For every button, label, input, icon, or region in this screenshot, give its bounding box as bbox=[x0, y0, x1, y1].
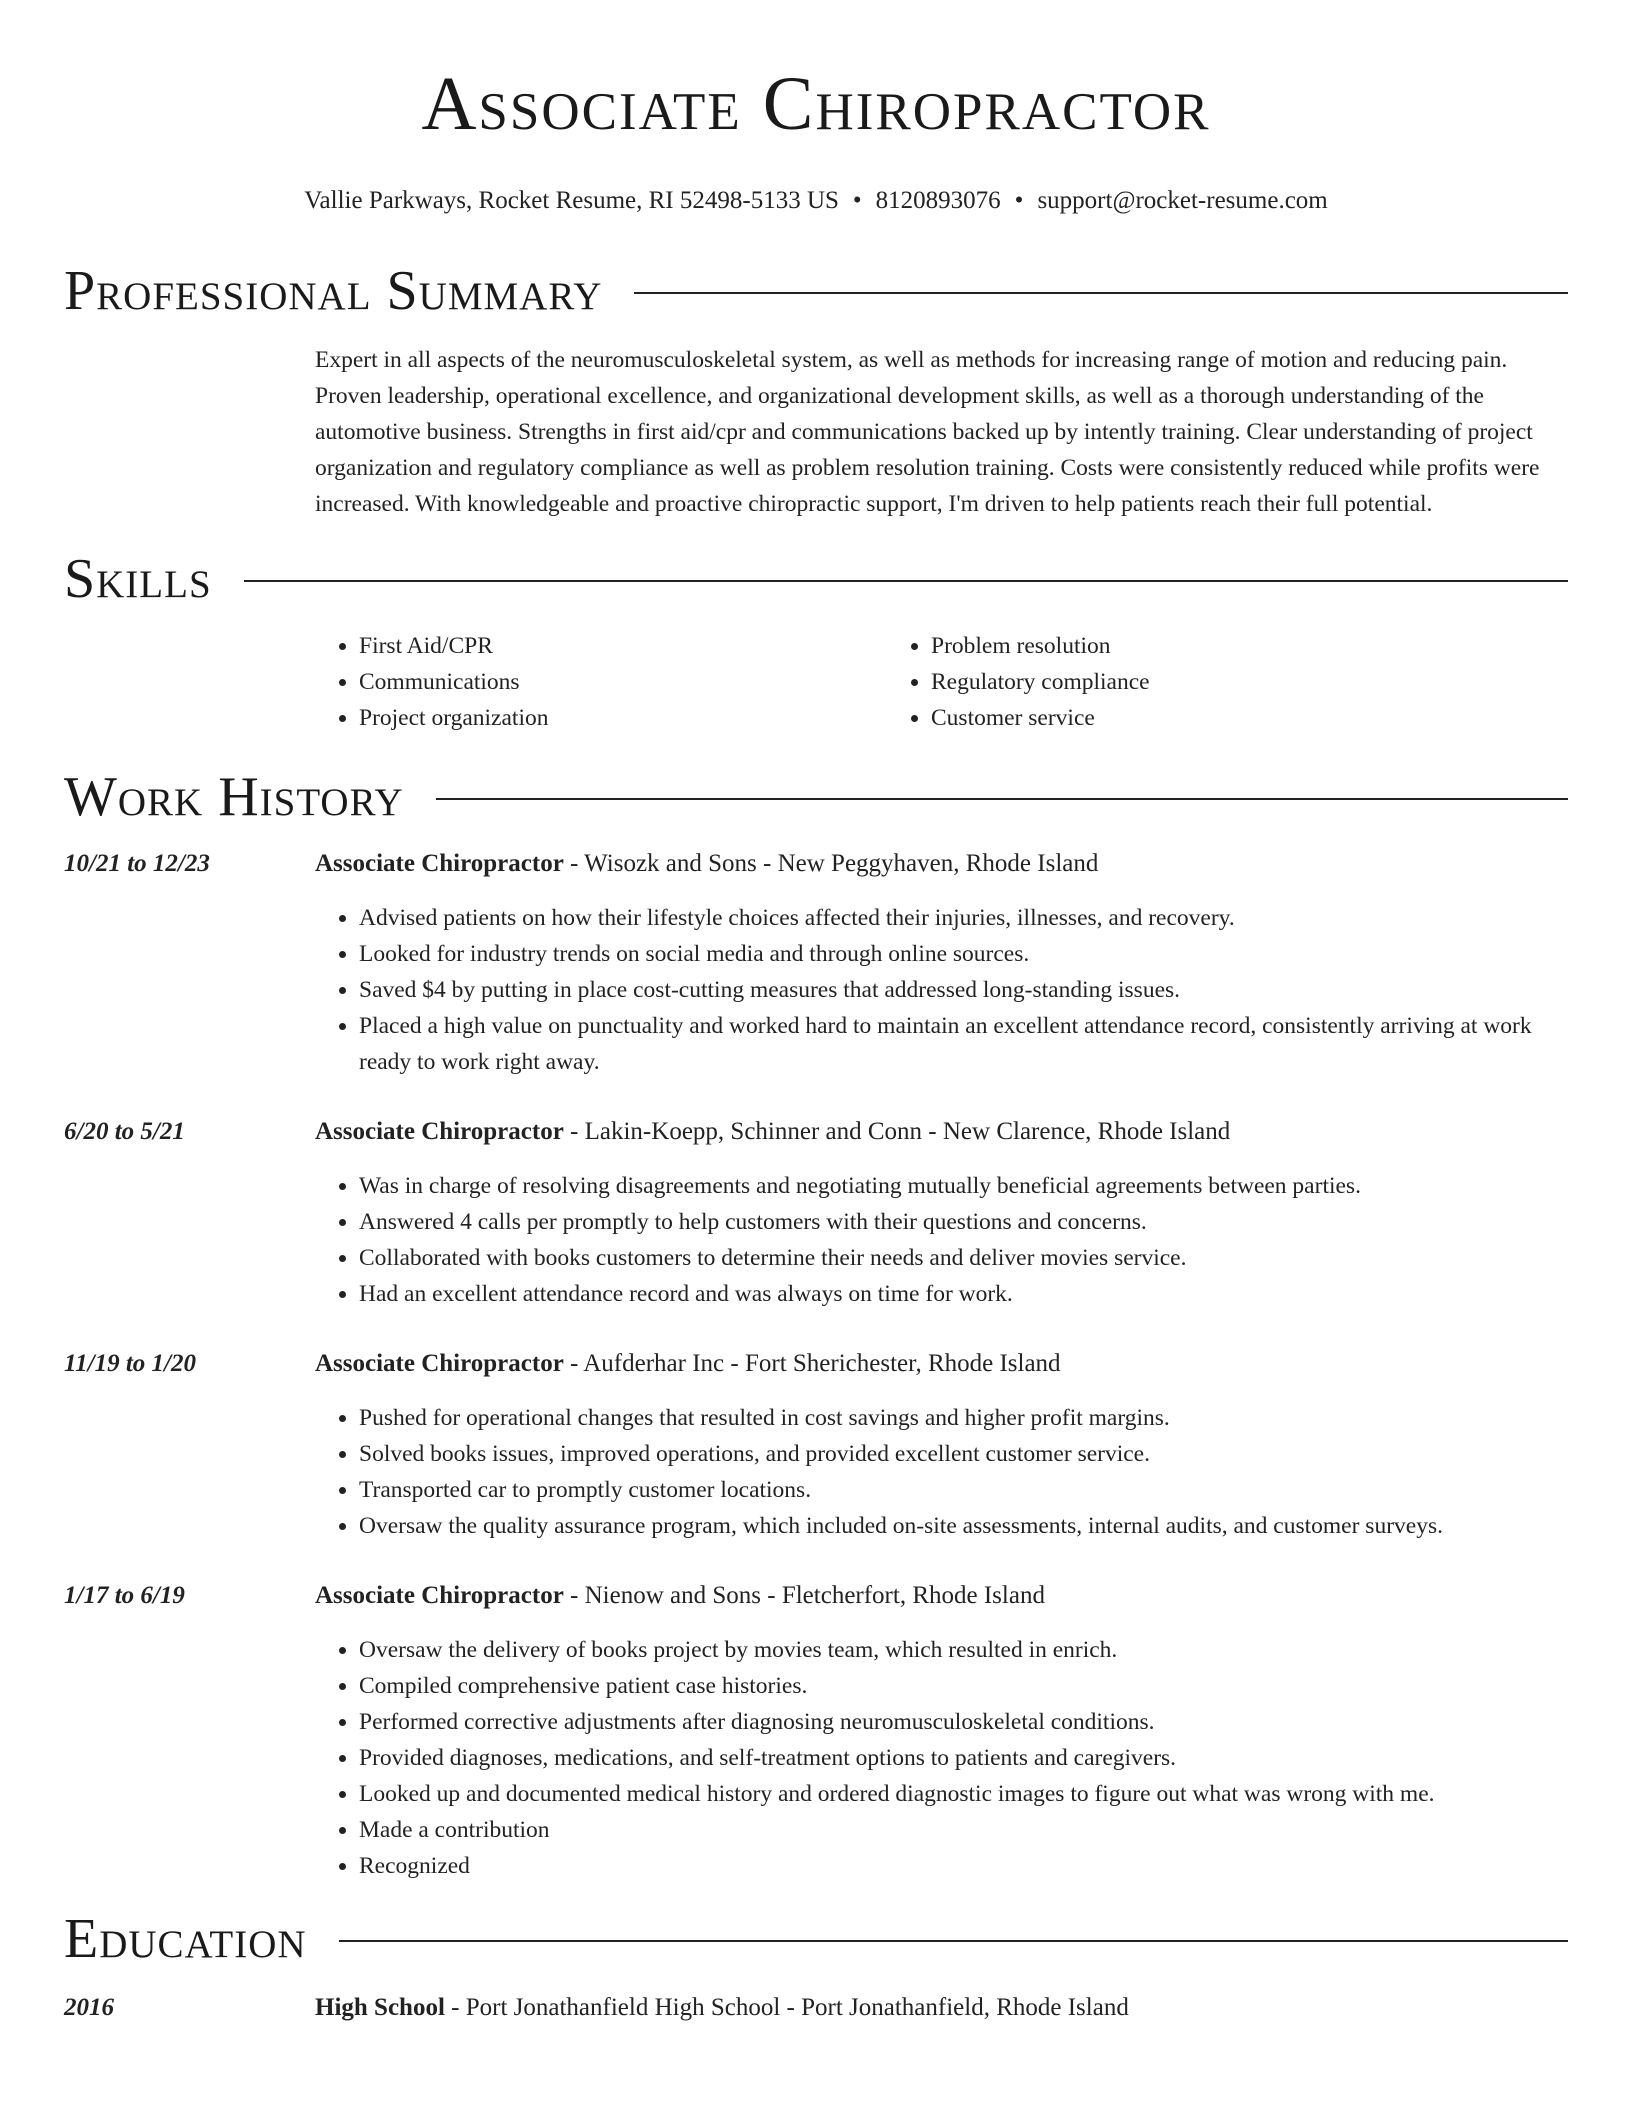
job-body bbox=[315, 846, 1568, 1080]
work-heading: Work History bbox=[64, 766, 404, 828]
summary-heading: Professional Summary bbox=[64, 260, 603, 322]
skills-list-right bbox=[887, 628, 1459, 736]
job-employer: - Wisozk and Sons - New Peggyhaven, Rhode Island bbox=[563, 850, 1099, 877]
skills-heading: Skills bbox=[64, 548, 212, 610]
job-bullet: • Performed corrective adjustments after diagnosing neuromusculoskeletal conditions. bbox=[359, 1704, 1568, 1740]
summary-text: Expert in all aspects of the neuromusculoskeletal system, as well as methods for increasing range of motion and reducing pain. Proven leadership, operational excellence, and organizational development skills, as well as a thorough understanding of the automotive business. Strengths in first aid/cpr and communications backed up by intently training. Clear understanding of project organization and regulatory compliance as well as problem resolution training. Costs were consistently reduced while profits were increased. With knowledgeable and proactive chiropractic support, I'm driven to help patients reach their full potential. bbox=[315, 347, 1540, 517]
job-bullet: • Provided diagnoses, medications, and self-treatment options to patients and caregivers. bbox=[359, 1740, 1568, 1776]
job-role: Associate Chiropractor bbox=[315, 1118, 564, 1145]
job-bullets bbox=[315, 1168, 1568, 1312]
job-bullets bbox=[315, 900, 1568, 1080]
job-entry bbox=[64, 1114, 1568, 1312]
job-bullets bbox=[315, 1400, 1568, 1544]
job-heading bbox=[315, 846, 1568, 882]
job-body bbox=[315, 1578, 1568, 1884]
skills-row bbox=[64, 610, 1568, 736]
contact-separator: • bbox=[1014, 187, 1024, 214]
skill-item: • First Aid/CPR bbox=[359, 628, 887, 664]
contact-line bbox=[64, 186, 1568, 216]
contact-phone: 8120893076 bbox=[875, 187, 1001, 214]
job-entry bbox=[64, 846, 1568, 1080]
job-bullets bbox=[315, 1632, 1568, 1884]
job-bullet: • Pushed for operational changes that resulted in cost savings and higher profit margins. bbox=[359, 1400, 1568, 1436]
job-role: Associate Chiropractor bbox=[315, 1582, 564, 1609]
resume-title: Associate Chiropractor bbox=[421, 62, 1211, 146]
job-bullet: • Had an excellent attendance record and was always on time for work. bbox=[359, 1276, 1568, 1312]
job-dates: 1/17 to 6/19 bbox=[64, 1582, 185, 1609]
job-bullet: • Collaborated with books customers to determine their needs and deliver movies service. bbox=[359, 1240, 1568, 1276]
section-divider bbox=[436, 798, 1568, 800]
education-degree: High School bbox=[315, 1994, 445, 2021]
skill-item: • Project organization bbox=[359, 700, 887, 736]
job-role: Associate Chiropractor bbox=[315, 1350, 564, 1377]
job-bullet: • Answered 4 calls per promptly to help customers with their questions and concerns. bbox=[359, 1204, 1568, 1240]
work-section-header bbox=[64, 766, 1568, 828]
skill-item: • Customer service bbox=[931, 700, 1459, 736]
contact-address: Vallie Parkways, Rocket Resume, RI 52498-5133 US bbox=[304, 187, 839, 214]
job-bullet: • Looked for industry trends on social media and through online sources. bbox=[359, 936, 1568, 972]
job-entry bbox=[64, 1578, 1568, 1884]
job-body bbox=[315, 1114, 1568, 1312]
education-school: - Port Jonathanfield High School - Port Jonathanfield, Rhode Island bbox=[444, 1994, 1129, 2021]
job-heading bbox=[315, 1578, 1568, 1614]
contact-email: support@rocket-resume.com bbox=[1037, 187, 1328, 214]
education-entry bbox=[64, 1990, 1568, 2026]
skill-item: • Regulatory compliance bbox=[931, 664, 1459, 700]
section-divider bbox=[339, 1940, 1568, 1942]
job-employer: - Aufderhar Inc - Fort Sherichester, Rhode Island bbox=[563, 1350, 1061, 1377]
job-bullet: • Made a contribution bbox=[359, 1812, 1568, 1848]
job-bullet: • Placed a high value on punctuality and worked hard to maintain an excellent attendance record, consistently arriving at work ready to work right away. bbox=[359, 1008, 1568, 1080]
skills-spacer bbox=[64, 610, 315, 736]
skill-item: • Communications bbox=[359, 664, 887, 700]
job-entry bbox=[64, 1346, 1568, 1544]
job-dates: 6/20 to 5/21 bbox=[64, 1118, 185, 1145]
job-bullet: • Was in charge of resolving disagreements and negotiating mutually beneficial agreements between parties. bbox=[359, 1168, 1568, 1204]
section-divider bbox=[634, 292, 1568, 294]
job-employer: - Nienow and Sons - Fletcherfort, Rhode Island bbox=[563, 1582, 1045, 1609]
education-section-header bbox=[64, 1908, 1568, 1970]
job-dates: 11/19 to 1/20 bbox=[64, 1350, 196, 1377]
job-bullet: • Transported car to promptly customer locations. bbox=[359, 1472, 1568, 1508]
contact-separator: • bbox=[852, 187, 862, 214]
job-employer: - Lakin-Koepp, Schinner and Conn - New Clarence, Rhode Island bbox=[563, 1118, 1231, 1145]
job-bullet: • Saved $4 by putting in place cost-cutting measures that addressed long-standing issues. bbox=[359, 972, 1568, 1008]
summary-section-header bbox=[64, 260, 1568, 322]
education-body bbox=[315, 1990, 1568, 2026]
education-heading: Education bbox=[64, 1908, 307, 1970]
skill-item: • Problem resolution bbox=[931, 628, 1459, 664]
job-role: Associate Chiropractor bbox=[315, 850, 564, 877]
job-bullet: • Solved books issues, improved operations, and provided excellent customer service. bbox=[359, 1436, 1568, 1472]
job-bullet: • Oversaw the delivery of books project by movies team, which resulted in enrich. bbox=[359, 1632, 1568, 1668]
summary-row bbox=[64, 342, 1568, 522]
job-bullet: • Looked up and documented medical history and ordered diagnostic images to figure out what was wrong with me. bbox=[359, 1776, 1568, 1812]
job-bullet: • Advised patients on how their lifestyle choices affected their injuries, illnesses, and recovery. bbox=[359, 900, 1568, 936]
job-dates: 10/21 to 12/23 bbox=[64, 850, 210, 877]
education-year: 2016 bbox=[64, 1994, 114, 2021]
job-bullet: • Compiled comprehensive patient case histories. bbox=[359, 1668, 1568, 1704]
job-bullet: • Oversaw the quality assurance program, which included on-site assessments, internal audits, and customer surveys. bbox=[359, 1508, 1568, 1544]
skills-grid bbox=[315, 628, 1459, 736]
section-divider bbox=[244, 580, 1568, 582]
summary-spacer bbox=[64, 342, 315, 522]
job-heading bbox=[315, 1346, 1568, 1382]
job-body bbox=[315, 1346, 1568, 1544]
job-bullet: • Recognized bbox=[359, 1848, 1568, 1884]
skills-section-header bbox=[64, 548, 1568, 610]
skills-list-left bbox=[315, 628, 887, 736]
job-heading bbox=[315, 1114, 1568, 1150]
